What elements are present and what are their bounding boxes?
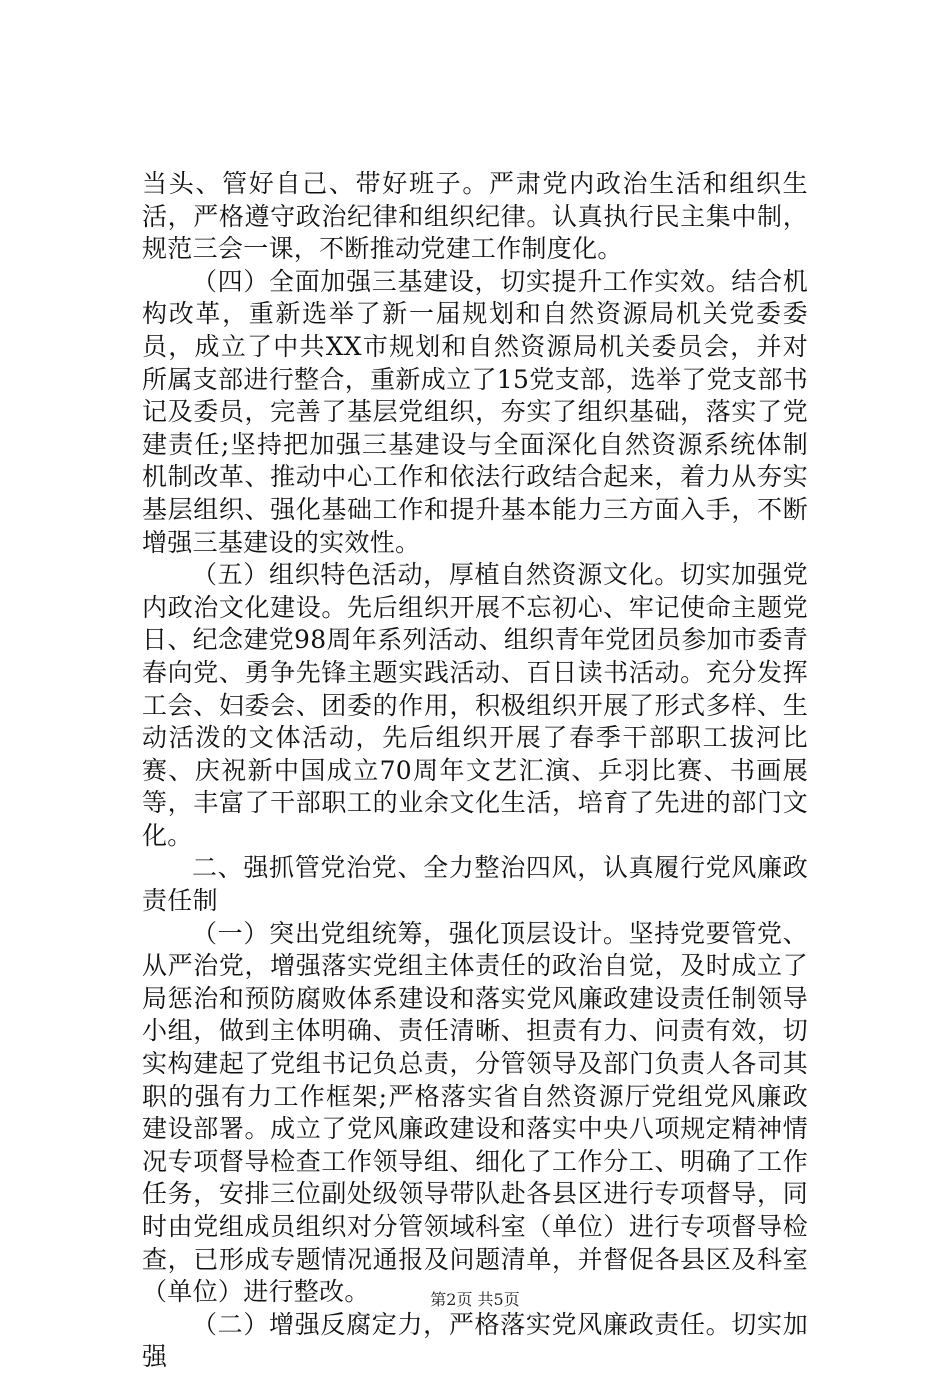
paragraph-subsection-1: （一）突出党组统筹，强化顶层设计。坚持党要管党、从严治党，增强落实党组主体责任的政治自觉，及时成立了局惩治和预防腐败体系建设和落实党风廉政建设责任制领导小组，做到主体明确、责任清晰、担责有力、问责有效，切实构建起了党组书记负总责，分管领导及部门负责人各司其职的强有力工作框架;严格落实省自然资源厅党组党风廉政建设部署。成立了党风廉政建设和落实中央八项规定精神情况专项督导检查工作领导组、细化了工作分工、明确了工作任务，安排三位副处级领导带队赴各县区进行专项督导，同时由党组成员组织对分管领域科室（单位）进行专项督导检查，已形成专题情况通报及问题清单，并督促各县区及科室（单位）进行整改。	[142, 918, 808, 1307]
page-number-footer: 第2页 共5页	[430, 1290, 520, 1309]
paragraph-continuation: 当头、管好自己、带好班子。严肃党内政治生活和组织生活，严格遵守政治纪律和组织纪律。认真执行民主集中制，规范三会一课，不断推动党建工作制度化。	[142, 169, 808, 264]
heading-section-2: 二、强抓管党治党、全力整治四风，认真履行党风廉政责任制	[142, 853, 808, 916]
paragraph-section-5: （五）组织特色活动，厚植自然资源文化。切实加强党内政治文化建设。先后组织开展不忘初心、牢记使命主题党日、纪念建党98周年系列活动、组织青年党团员参加市委青春向党、勇争先锋主题实践活动、百日读书活动。充分发挥工会、妇委会、团委的作用，积极组织开展了形式多样、生动活泼的文体活动，先后组织开展了春季干部职工拔河比赛、庆祝新中国成立70周年文艺汇演、乒羽比赛、书画展等，丰富了干部职工的业余文化生活，培育了先进的部门文化。	[142, 560, 808, 850]
paragraph-subsection-2: （二）增强反腐定力，严格落实党风廉政责任。切实加强	[142, 1309, 808, 1372]
paragraph-section-4: （四）全面加强三基建设，切实提升工作实效。结合机构改革，重新选举了新一届规划和自然资源局机关党委委员，成立了中共XX市规划和自然资源局机关委员会，并对所属支部进行整合，重新成立了15党支部，选举了党支部书记及委员，完善了基层党组织，夯实了组织基础，落实了党建责任;坚持把加强三基建设与全面深化自然资源系统体制机制改革、推动中心工作和依法行政结合起来，着力从夯实基层组织、强化基础工作和提升基本能力三方面入手，不断增强三基建设的实效性。	[142, 266, 808, 557]
document-body	[142, 168, 808, 1374]
